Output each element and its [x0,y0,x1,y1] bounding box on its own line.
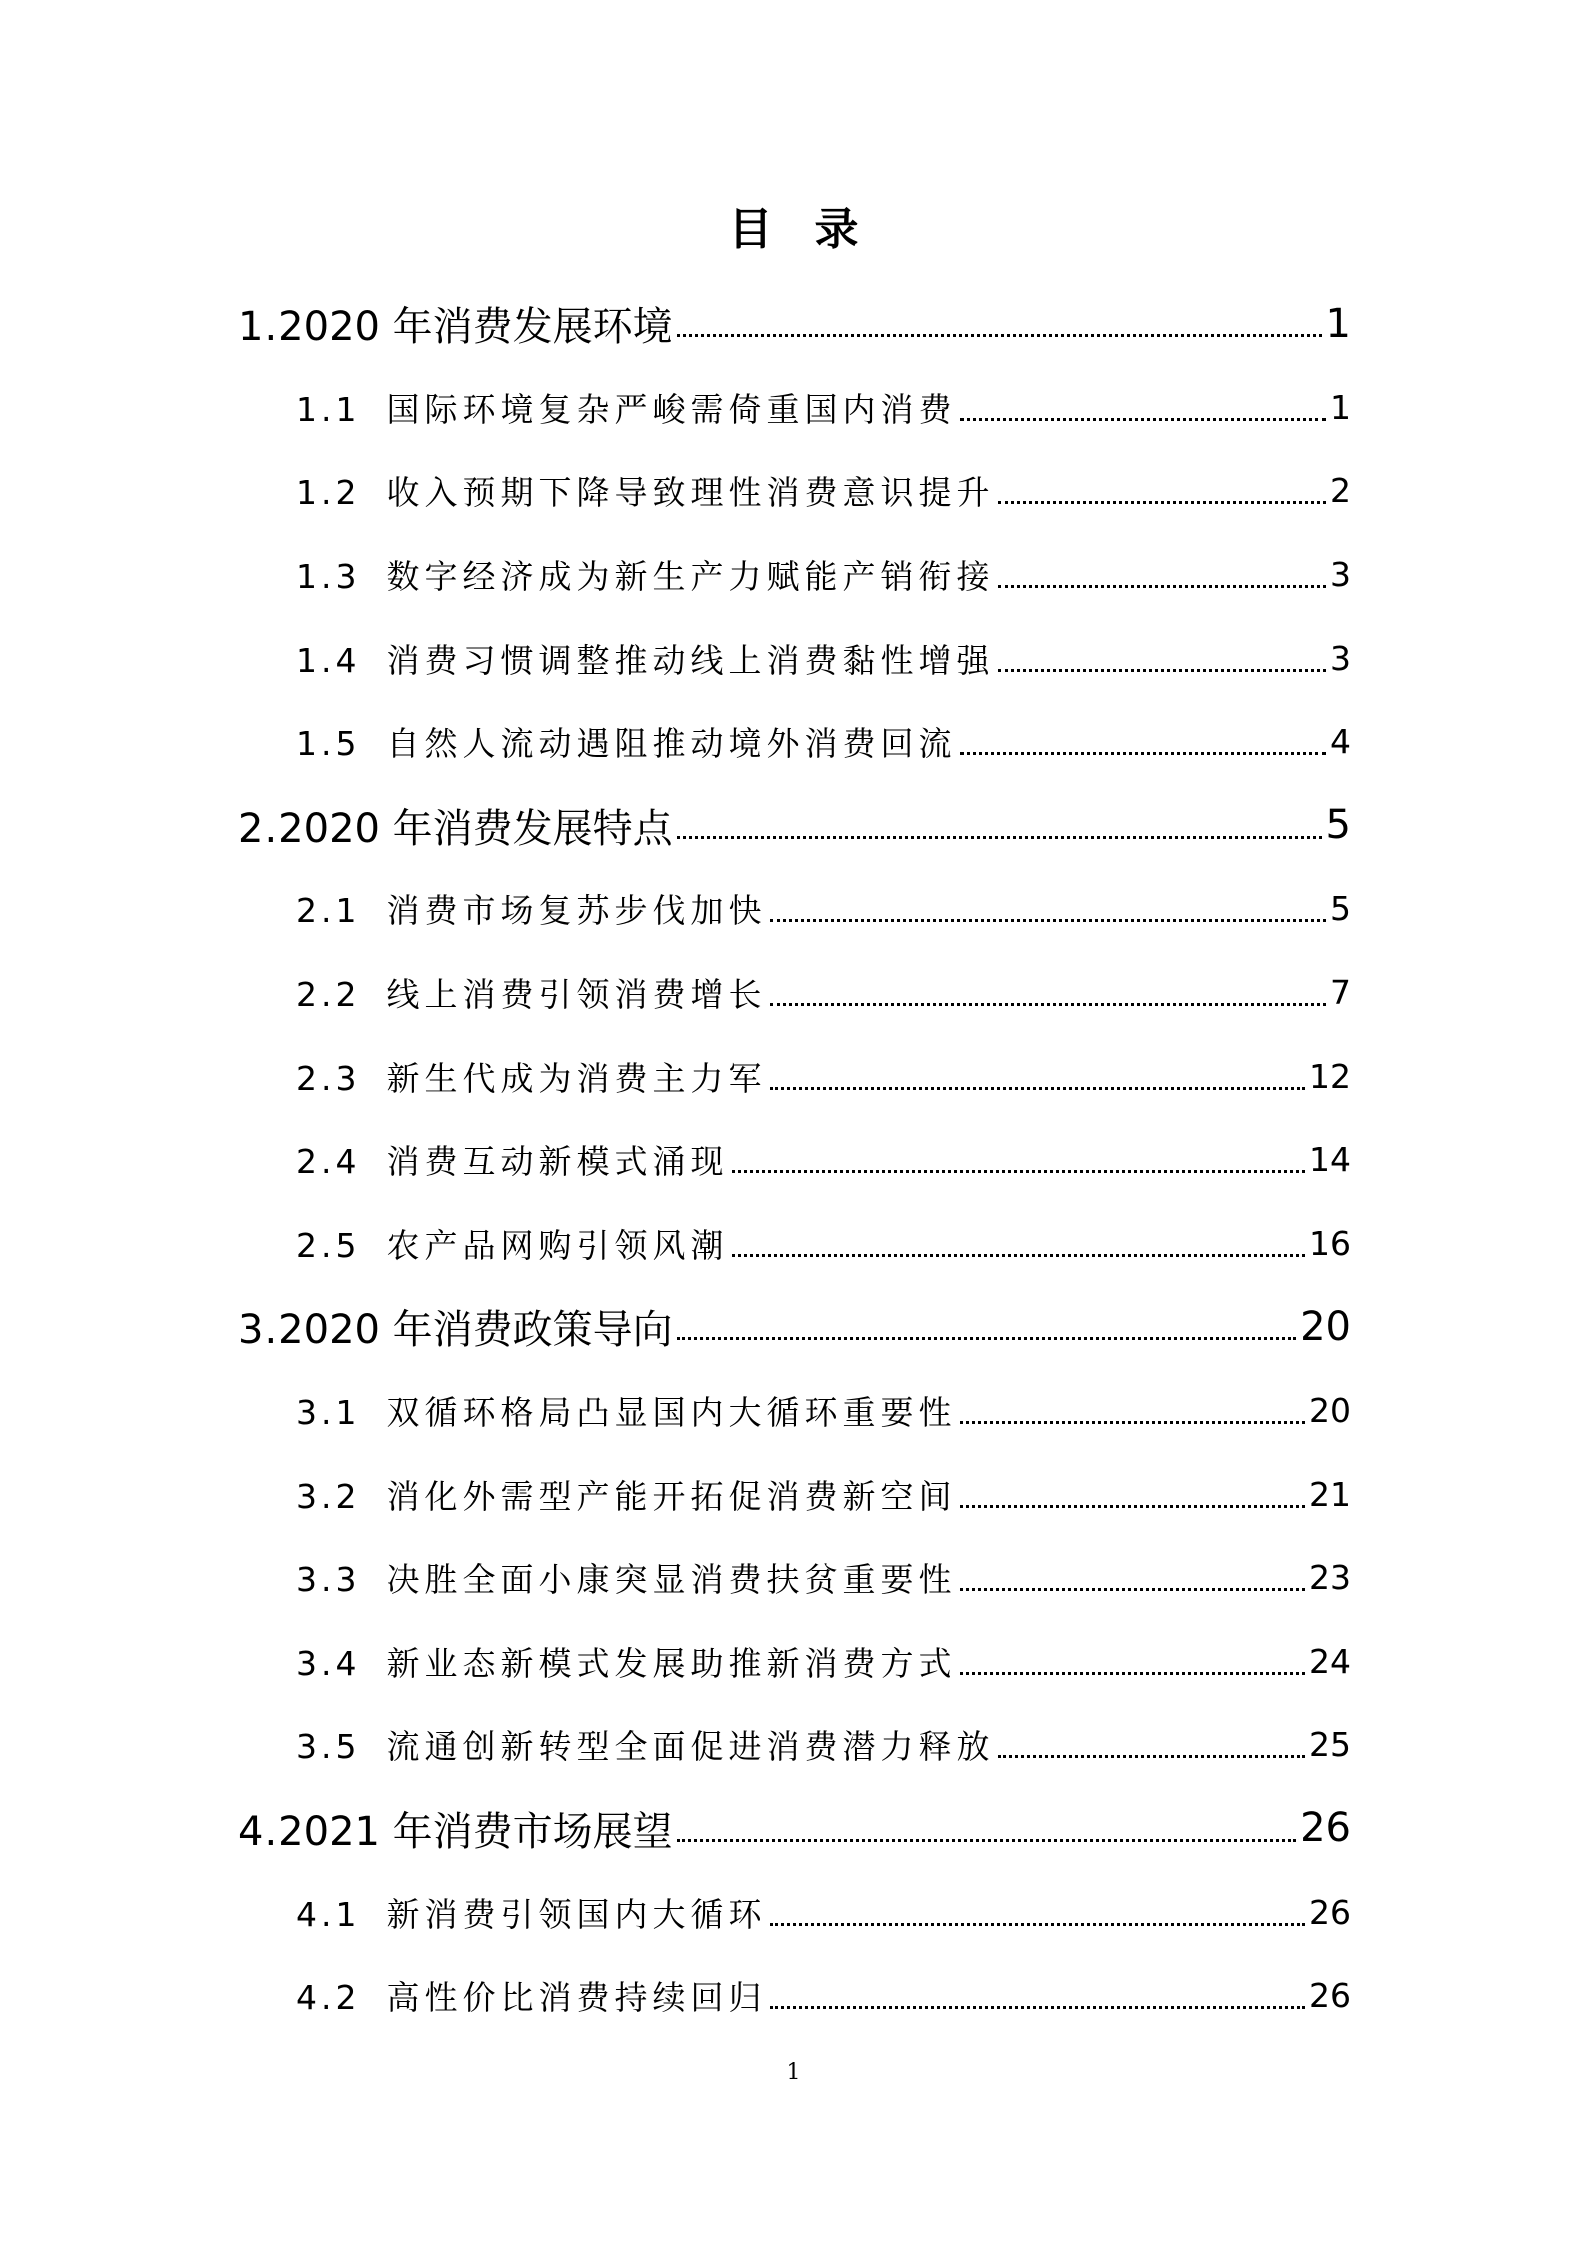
toc-entry-title: 2020 年消费发展环境 [278,304,673,351]
toc-dot-leader [770,1923,1305,1926]
toc-entry-title: 新业态新模式发展助推新消费方式 [386,1643,957,1683]
toc-section-entry[interactable] [0,449,1587,533]
toc-entry-page: 1 [1325,300,1351,347]
toc-entry-page: 5 [1325,802,1351,849]
toc-entry-title: 消化外需型产能开拓促消费新空间 [386,1476,957,1516]
toc-entry-number: 2. [238,805,279,852]
toc-entry-label [238,797,673,854]
toc-section-entry[interactable] [0,867,1587,951]
toc-entry-number: 4.2 [296,1978,361,2018]
toc-section-entry[interactable] [0,1954,1587,2038]
toc-entry-title: 2020 年消费政策导向 [278,1307,673,1354]
toc-entry-page: 25 [1309,1725,1351,1765]
toc-entry-label [296,551,994,598]
toc-section-entry[interactable] [0,1034,1587,1118]
toc-dot-leader [998,669,1326,672]
toc-entry-page: 21 [1309,1474,1351,1514]
toc-dot-leader [732,1254,1305,1257]
toc-entry-page: 14 [1309,1140,1351,1180]
toc-entry-number: 2.3 [296,1058,361,1098]
toc-entry-title: 2020 年消费发展特点 [278,805,673,852]
toc-dot-leader [677,334,1322,337]
toc-entry-page: 24 [1309,1641,1351,1681]
toc-entry-title: 2021 年消费市场展望 [278,1808,673,1855]
toc-section-entry[interactable] [0,1703,1587,1787]
toc-entry-label [296,1554,956,1601]
toc-entry-number: 1.1 [296,389,361,429]
toc-dot-leader [770,2006,1305,2009]
toc-entry-title: 消费习惯调整推动线上消费黏性增强 [386,640,995,680]
toc-entry-label [296,1471,956,1518]
toc-chapter-entry[interactable] [0,1787,1587,1871]
toc-dot-leader [677,1337,1296,1340]
toc-entry-title: 自然人流动遇阻推动境外消费回流 [386,724,957,764]
toc-entry-page: 2 [1330,471,1351,511]
toc-dot-leader [998,1755,1305,1758]
toc-entry-title: 高性价比消费持续回归 [386,1978,767,2018]
toc-chapter-entry[interactable] [0,282,1587,366]
toc-dot-leader [732,1170,1305,1173]
toc-entry-number: 3.3 [296,1560,361,1600]
toc-chapter-entry[interactable] [0,784,1587,868]
toc-entry-number: 3.4 [296,1643,361,1683]
toc-entry-label [296,1136,728,1183]
toc-section-entry[interactable] [0,1452,1587,1536]
toc-entry-title: 新消费引领国内大循环 [386,1894,767,1934]
toc-section-entry[interactable] [0,1369,1587,1453]
toc-entry-title: 双循环格局凸显国内大循环重要性 [386,1393,957,1433]
toc-entry-label [296,384,956,431]
toc-entry-number: 2.4 [296,1142,361,1182]
toc-entry-page: 3 [1330,638,1351,678]
toc-entry-label [238,1298,673,1355]
toc-section-entry[interactable] [0,533,1587,617]
toc-entry-number: 1. [238,304,279,351]
toc-entry-page: 16 [1309,1223,1351,1263]
toc-entry-page: 26 [1300,1805,1351,1852]
toc-entry-title: 消费市场复苏步伐加快 [386,891,767,931]
toc-entry-page: 7 [1330,973,1351,1013]
toc-entry-title: 线上消费引领消费增长 [386,975,767,1015]
toc-entry-number: 3.1 [296,1393,361,1433]
toc-dot-leader [960,1421,1305,1424]
toc-entry-label [296,1638,956,1685]
toc-entry-label [296,1053,766,1100]
toc-entry-number: 4. [238,1808,279,1855]
toc-entry-title: 决胜全面小康突显消费扶贫重要性 [386,1560,957,1600]
toc-entry-number: 3. [238,1307,279,1354]
toc-entry-number: 2.5 [296,1225,361,1265]
toc-entry-label [296,1721,994,1768]
toc-dot-leader [770,1003,1326,1006]
toc-entry-label [296,467,994,514]
toc-dot-leader [677,1839,1296,1842]
toc-entry-number: 1.4 [296,640,361,680]
toc-entry-label [238,1800,673,1857]
toc-entry-label [296,1220,728,1267]
toc-entry-label [296,1889,766,1936]
toc-entry-page: 20 [1300,1303,1351,1350]
toc-dot-leader [960,418,1326,421]
toc-dot-leader [960,1672,1305,1675]
toc-entry-label [296,635,994,682]
toc-entry-label [296,969,766,1016]
toc-dot-leader [998,585,1326,588]
toc-entry-title: 数字经济成为新生产力赋能产销衔接 [386,557,995,597]
toc-entry-page: 26 [1309,1892,1351,1932]
toc-entry-page: 20 [1309,1391,1351,1431]
toc-entry-title: 农产品网购引领风潮 [386,1225,729,1265]
toc-section-entry[interactable] [0,1536,1587,1620]
toc-dot-leader [998,501,1326,504]
toc-entry-page: 26 [1309,1976,1351,2016]
toc-entry-label [296,1387,956,1434]
toc-section-entry[interactable] [0,1620,1587,1704]
toc-entry-title: 收入预期下降导致理性消费意识提升 [386,473,995,513]
toc-entry-number: 3.5 [296,1727,361,1767]
toc-entry-page: 5 [1330,889,1351,929]
toc-entry-title: 新生代成为消费主力军 [386,1058,767,1098]
toc-dot-leader [770,1087,1305,1090]
toc-entry-page: 12 [1309,1056,1351,1096]
toc-dot-leader [960,1505,1305,1508]
toc-dot-leader [960,1588,1305,1591]
toc-dot-leader [960,752,1326,755]
toc-entry-number: 2.2 [296,975,361,1015]
toc-entry-page: 1 [1330,387,1351,427]
toc-dot-leader [770,919,1326,922]
toc-chapter-entry[interactable] [0,1285,1587,1369]
table-of-contents [0,282,1587,2037]
toc-entry-number: 2.1 [296,891,361,931]
toc-entry-label [296,1972,766,2019]
toc-entry-title: 消费互动新模式涌现 [386,1142,729,1182]
toc-entry-label [296,718,956,765]
toc-entry-number: 1.2 [296,473,361,513]
toc-entry-page: 4 [1330,722,1351,762]
toc-entry-number: 1.3 [296,557,361,597]
toc-entry-label [296,885,766,932]
toc-entry-label [238,295,673,352]
toc-entry-number: 4.1 [296,1894,361,1934]
toc-section-entry[interactable] [0,1118,1587,1202]
page-number: 1 [786,2060,801,2085]
toc-entry-number: 1.5 [296,724,361,764]
toc-section-entry[interactable] [0,1870,1587,1954]
toc-section-entry[interactable] [0,951,1587,1035]
toc-section-entry[interactable] [0,366,1587,450]
toc-entry-number: 3.2 [296,1476,361,1516]
toc-entry-title: 国际环境复杂严峻需倚重国内消费 [386,389,957,429]
toc-section-entry[interactable] [0,700,1587,784]
toc-entry-page: 23 [1309,1558,1351,1598]
toc-entry-page: 3 [1330,555,1351,595]
toc-section-entry[interactable] [0,616,1587,700]
toc-entry-title: 流通创新转型全面促进消费潜力释放 [386,1727,995,1767]
toc-dot-leader [677,836,1322,839]
toc-section-entry[interactable] [0,1202,1587,1286]
page-title: 目录 [728,204,901,255]
